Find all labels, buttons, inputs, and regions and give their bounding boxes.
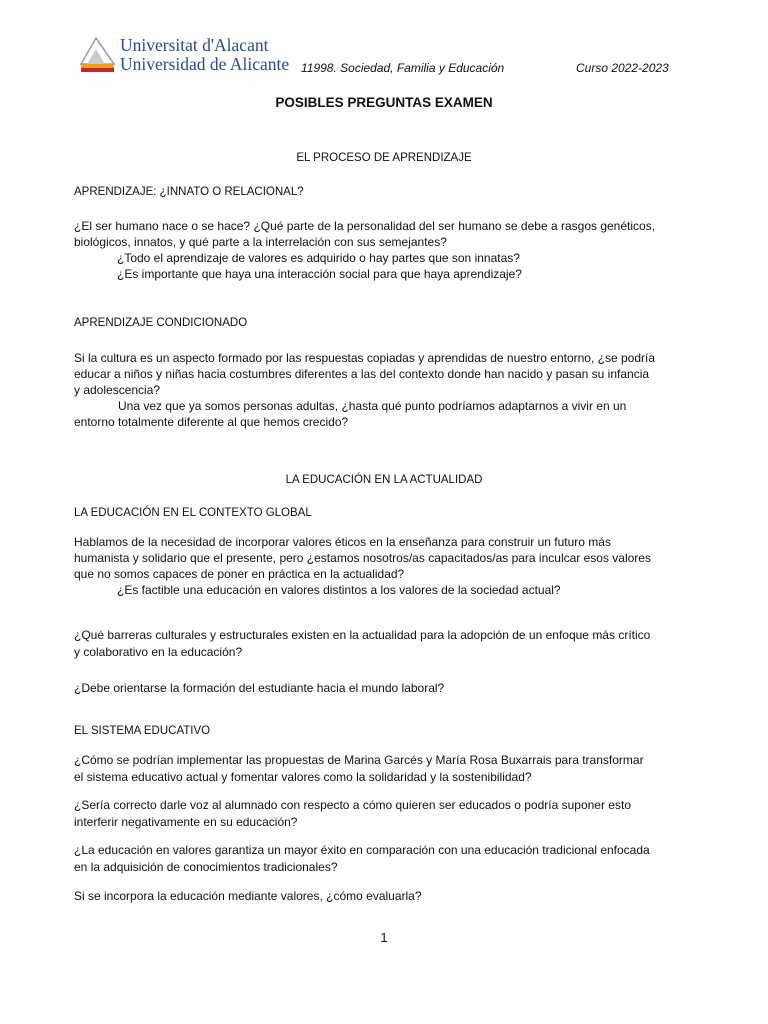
section-heading-educacion-actualidad: LA EDUCACIÓN EN LA ACTUALIDAD — [285, 474, 483, 486]
paragraph-line: educar a niños y niñas hacia costumbres diferentes a las del contexto donde han nacido y pasan su infancia — [74, 367, 650, 381]
subheading-aprendizaje-condicionado: APRENDIZAJE CONDICIONADO — [74, 317, 248, 329]
paragraph-line: Si la cultura es un aspecto formado por las respuestas copiadas y aprendidas de nuestro entorno, ¿se podría — [74, 351, 656, 365]
paragraph-line: entorno totalmente diferente al que hemos crecido? — [74, 415, 349, 429]
document-title: POSIBLES PREGUNTAS EXAMEN — [275, 95, 493, 110]
paragraph-line: Hablamos de la necesidad de incorporar valores éticos en la enseñanza para construir un futuro más — [74, 535, 611, 549]
question-line: ¿La educación en valores garantiza un mayor éxito en comparación con una educación tradicional enfocada — [74, 843, 650, 857]
paragraph-line: ¿Debe orientarse la formación del estudiante hacia el mundo laboral? — [74, 681, 445, 695]
question-line: interferir negativamente en su educación? — [74, 815, 298, 829]
paragraph-line: ¿El ser humano nace o se hace? ¿Qué parte de la personalidad del ser humano se debe a rasgos genéticos, — [74, 219, 656, 233]
university-emblem-icon — [78, 34, 118, 76]
section-heading-aprendizaje: EL PROCESO DE APRENDIZAJE — [296, 152, 472, 164]
logo-line-spanish: Universidad de Alicante — [120, 54, 290, 74]
paragraph-line: y colaborativo en la educación? — [74, 645, 243, 659]
question-line: ¿Sería correcto darle voz al alumnado con respecto a cómo quieren ser educados o podría suponer esto — [74, 798, 631, 812]
indented-question: ¿Es factible una educación en valores distintos a los valores de la sociedad actual? — [117, 583, 561, 597]
course-code-name: 11998. Sociedad, Familia y Educación — [301, 61, 505, 75]
academic-year: Curso 2022-2023 — [576, 61, 669, 75]
paragraph-line: y adolescencia? — [74, 383, 161, 397]
paragraph-line: Una vez que ya somos personas adultas, ¿hasta qué punto podríamos adaptarnos a vivir en un — [118, 399, 627, 413]
indented-question: ¿Es importante que haya una interacción social para que haya aprendizaje? — [117, 267, 522, 281]
question-line: ¿Cómo se podrían implementar las propuestas de Marina Garcés y María Rosa Buxarrais para transformar — [74, 753, 644, 767]
page-number: 1 — [380, 930, 388, 945]
subheading-contexto-global: LA EDUCACIÓN EN EL CONTEXTO GLOBAL — [74, 507, 312, 519]
subheading-innato-relacional: APRENDIZAJE: ¿INNATO O RELACIONAL? — [74, 186, 304, 198]
question-line: en la adquisición de conocimientos tradicionales? — [74, 860, 338, 874]
paragraph-line: que no somos capaces de poner en práctica en la actualidad? — [74, 567, 405, 581]
indented-question: ¿Todo el aprendizaje de valores es adquirido o hay partes que son innatas? — [117, 251, 520, 265]
university-logo — [78, 34, 288, 76]
question-line: el sistema educativo actual y fomentar valores como la solidaridad y la sostenibilidad? — [74, 770, 532, 784]
paragraph-line: ¿Qué barreras culturales y estructurales existen en la actualidad para la adopción de un enfoque más crítico — [74, 628, 651, 642]
subheading-sistema-educativo: EL SISTEMA EDUCATIVO — [74, 725, 211, 737]
paragraph-line: humanista y solidario que el presente, pero ¿estamos nosotros/as capacitados/as para inculcar esos valores — [74, 551, 651, 565]
question-line: Si se incorpora la educación mediante valores, ¿cómo evaluarla? — [74, 889, 422, 903]
logo-line-valencian: Universitat d'Alacant — [120, 35, 269, 55]
paragraph-line: biológicos, innatos, y qué parte a la interrelación con sus semejantes? — [74, 235, 447, 249]
